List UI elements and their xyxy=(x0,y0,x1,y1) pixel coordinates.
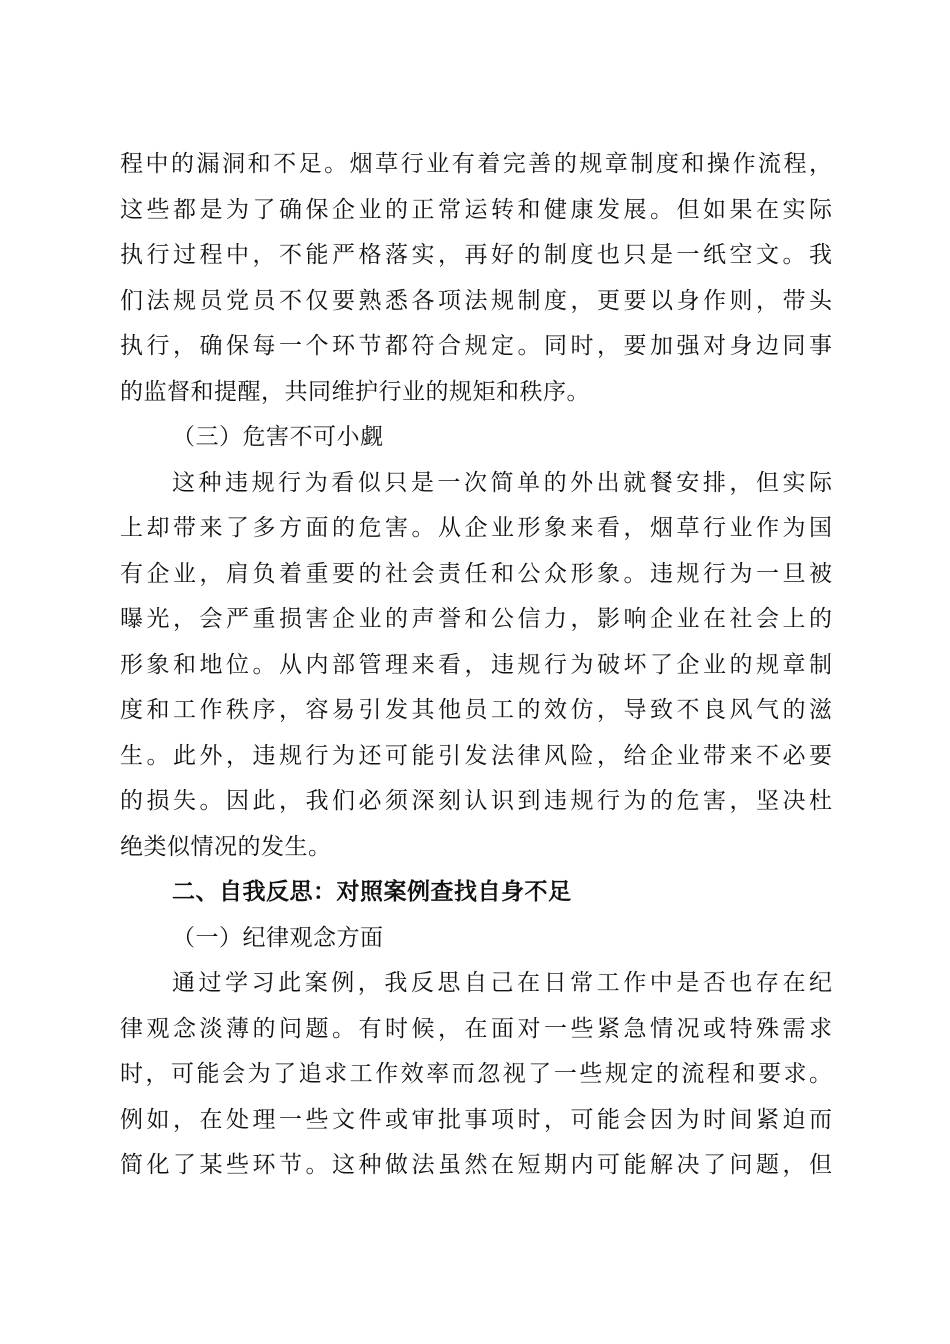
paragraph-line: 执行，确保每一个环节都符合规定。同时，要加强对身边同事 xyxy=(120,333,832,359)
chapter-heading-2: 二、自我反思：对照案例查找自身不足 xyxy=(172,879,572,905)
section-heading-1: （一）纪律观念方面 xyxy=(172,924,384,951)
paragraph-line: 绝类似情况的发生。 xyxy=(120,833,332,860)
paragraph-line: 律观念淡薄的问题。有时候，在面对一些紧急情况或特殊需求 xyxy=(120,1015,832,1042)
paragraph-line: 这些都是为了确保企业的正常运转和健康发展。但如果在实际 xyxy=(120,196,832,223)
paragraph-line: 的损失。因此，我们必须深刻认识到违规行为的危害，坚决杜 xyxy=(120,788,832,814)
paragraph-line: 形象和地位。从内部管理来看，违规行为破坏了企业的规章制 xyxy=(120,651,832,678)
paragraph-line: 曝光，会严重损害企业的声誉和公信力，影响企业在社会上的 xyxy=(120,606,832,632)
document-body xyxy=(120,142,832,1189)
paragraph-line: 程中的漏洞和不足。烟草行业有着完善的规章制度和操作流程， xyxy=(120,151,832,177)
paragraph-line: 的监督和提醒，共同维护行业的规矩和秩序。 xyxy=(120,378,590,405)
paragraph-line: 生。此外，违规行为还可能引发法律风险，给企业带来不必要 xyxy=(120,742,832,769)
paragraph-line: 时，可能会为了追求工作效率而忽视了一些规定的流程和要求。 xyxy=(120,1061,832,1087)
paragraph-line: 有企业，肩负着重要的社会责任和公众形象。违规行为一旦被 xyxy=(120,560,832,587)
paragraph-line: 执行过程中，不能严格落实，再好的制度也只是一纸空文。我 xyxy=(120,242,832,268)
paragraph-line: 例如，在处理一些文件或审批事项时，可能会因为时间紧迫而 xyxy=(120,1106,832,1133)
section-heading-3: （三）危害不可小觑 xyxy=(172,424,384,450)
paragraph-line: 度和工作秩序，容易引发其他员工的效仿，导致不良风气的滋 xyxy=(120,697,832,723)
paragraph-line: 们法规员党员不仅要熟悉各项法规制度，更要以身作则，带头 xyxy=(120,287,832,314)
paragraph-line: 通过学习此案例，我反思自己在日常工作中是否也存在纪 xyxy=(172,970,832,996)
paragraph-line: 简化了某些环节。这种做法虽然在短期内可能解决了问题，但 xyxy=(120,1152,832,1178)
paragraph-line: 这种违规行为看似只是一次简单的外出就餐安排，但实际 xyxy=(172,469,832,496)
paragraph-line: 上却带来了多方面的危害。从企业形象来看，烟草行业作为国 xyxy=(120,515,832,541)
